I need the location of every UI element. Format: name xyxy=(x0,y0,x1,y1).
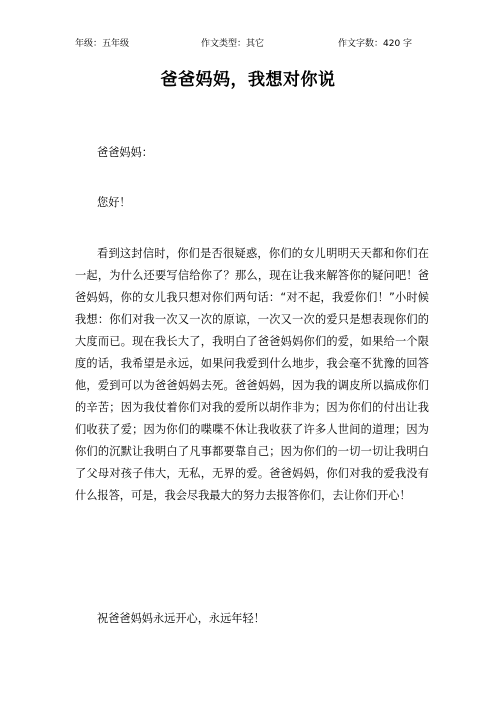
letter-greeting: 您好！ xyxy=(97,196,131,209)
grade-label: 年级：五年级 xyxy=(75,39,130,49)
letter-salutation: 爸爸妈妈： xyxy=(97,146,153,159)
letter-closing: 祝爸爸妈妈永远开心，永远年轻！ xyxy=(97,612,265,625)
letter-body: 看到这封信时，你们是否很疑惑，你们的女儿明明天天都和你们在一起，为什么还要写信给你了？那么，现在让我来解答你的疑问吧！爸爸妈妈，你的女儿我只想对你们两句话：“对不起，我爱你们！”小时候我想：你们对我一次又一次的原谅，一次又一次的爱只是想表现你们的大度而已。现在我长大了，我明白了爸爸妈妈你们的爱，如果给一个限度的话，我希望是永远，如果问我爱到什么地步，我会毫不犹豫的回答他，爱到可以为爸爸妈妈去死。爸爸妈妈，因为我的调皮所以搞成你们的辛苦；因为我仗着你们对我的爱所以胡作非为；因为你们的付出让我们收获了爱；因为你们的喋喋不休让我收获了许多人世间的道理；因为你们的沉默让我明白了凡事都要靠自己；因为你们的一切一切让我明白了父母对孩子伟大，无私，无界的爱。爸爸妈妈，你们对我的爱我没有什么报答，可是，我会尽我最大的努力去报答你们，去让你们开心！ xyxy=(75,247,429,502)
page-title: 爸爸妈妈，我想对你说 xyxy=(160,70,336,90)
essay-type-label: 作文类型：其它 xyxy=(201,39,265,49)
word-count-label: 作文字数：420 字 xyxy=(338,39,413,49)
